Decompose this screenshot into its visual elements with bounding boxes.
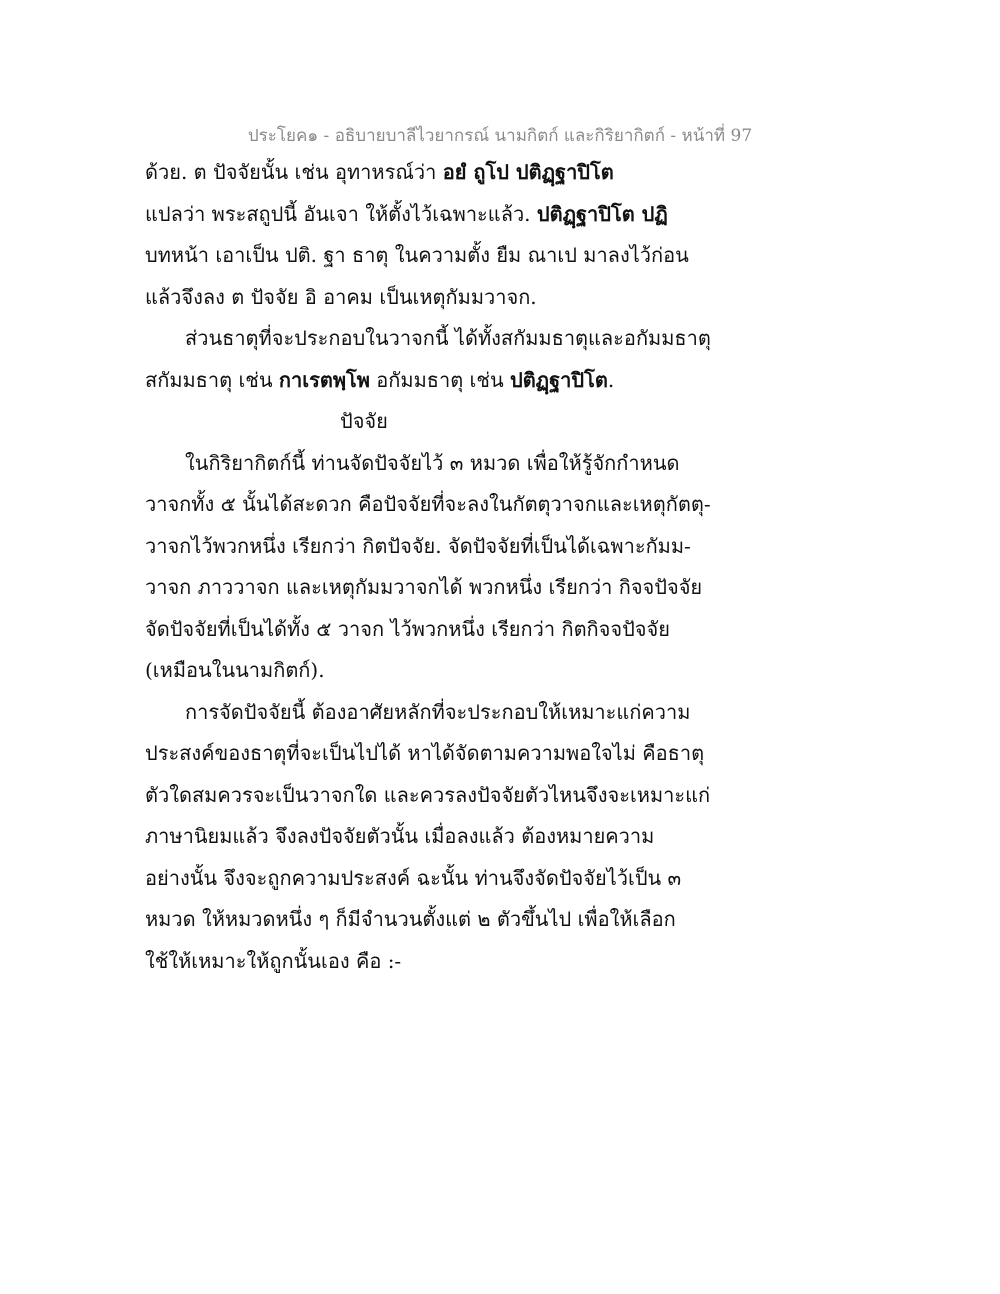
text-segment: อย่างนั้น จึงจะถูกความประสงค์ ฉะนั้น ท่านจึงจัดปัจจัยไว้เป็น ๓ [145, 865, 682, 890]
text-line [145, 484, 865, 526]
text-line [145, 526, 865, 568]
text-line [145, 194, 865, 236]
section-heading [145, 401, 865, 443]
text-segment: จัดปัจจัยที่เป็นได้ทั้ง ๕ วาจก ไว้พวกหนึ่ง เรียกว่า กิตกิจจปัจจัย [145, 616, 670, 641]
running-header: ประโยค๑ - อธิบายบาลีไวยากรณ์ นามกิตก์ และกิริยากิตก์ - หน้าที่ 97 [247, 126, 753, 146]
text-segment: ภาษานิยมแล้ว จึงลงปัจจัยตัวนั้น เมื่อลงแล้ว ต้องหมายความ [145, 824, 655, 848]
text-segment: ประสงค์ของธาตุที่จะเป็นไปได้ หาได้จัดตามความพอใจไม่ คือธาตุ [145, 741, 705, 765]
text-line [145, 899, 865, 941]
text-line [145, 152, 865, 194]
pali-term: ปติฏฺฐาปิโต [510, 367, 608, 392]
text-segment: แล้วจึงลง ต ปัจจัย อิ อาคม เป็นเหตุกัมมวาจก. [145, 284, 537, 309]
text-line [145, 567, 865, 609]
text-segment: . [607, 367, 615, 392]
text-line [145, 775, 865, 817]
text-line [145, 443, 865, 485]
text-line [145, 650, 865, 692]
text-line [145, 609, 865, 651]
text-segment: ตัวใดสมควรจะเป็นวาจกใด และควรลงปัจจัยตัวไหนจึงจะเหมาะแก่ [145, 782, 711, 807]
text-line [145, 816, 865, 858]
text-segment: ปัจจัย [340, 409, 388, 433]
text-segment: สกัมมธาตุ เช่น [145, 367, 279, 392]
pali-term: ปติฏฺฐาปิโต ปฏิ [536, 201, 668, 226]
text-segment: ในกิริยากิตก์นี้ ท่านจัดปัจจัยไว้ ๓ หมวด เพื่อให้รู้จักกำหนด [185, 450, 680, 475]
text-segment: ใช้ให้เหมาะให้ถูกนั้นเอง คือ :- [145, 948, 402, 973]
text-line [145, 277, 865, 319]
text-segment: วาจก ภาววาจก และเหตุกัมมวาจกได้ พวกหนึ่ง เรียกว่า กิจจปัจจัย [145, 575, 703, 599]
text-segment: วาจกไว้พวกหนึ่ง เรียกว่า กิตปัจจัย. จัดปัจจัยที่เป็นได้เฉพาะกัมม- [145, 533, 691, 558]
text-segment: แปลว่า พระสถูปนี้ อันเจา ให้ตั้งไว้เฉพาะแล้ว. [145, 201, 537, 226]
text-line [145, 941, 865, 983]
text-segment: วาจกทั้ง ๕ นั้นได้สะดวก คือปัจจัยที่จะลงในกัตตุวาจกและเหตุกัตตุ- [145, 492, 711, 516]
text-segment: ส่วนธาตุที่จะประกอบในวาจกนี้ ได้ทั้งสกัมมธาตุและอกัมมธาตุ [185, 326, 711, 350]
text-segment: (เหมือนในนามกิตก์). [145, 658, 325, 682]
text-segment: หมวด ให้หมวดหนึ่ง ๆ ก็มีจำนวนตั้งแต่ ๒ ตัวขึ้นไป เพื่อให้เลือก [145, 907, 676, 931]
text-segment: อกัมมธาตุ เช่น [369, 367, 510, 392]
text-line [145, 360, 865, 402]
text-line [145, 733, 865, 775]
pali-term: กาเรตพฺโพ [278, 367, 370, 392]
text-segment: บทหน้า เอาเป็น ปติ. ฐา ธาตุ ในความตั้ง ยืม ณาเป มาลงไว้ก่อน [145, 243, 689, 267]
body-text [145, 152, 865, 982]
text-segment: การจัดปัจจัยนี้ ต้องอาศัยหลักที่จะประกอบให้เหมาะแก่ความ [185, 699, 691, 724]
text-line [145, 858, 865, 900]
text-line [145, 692, 865, 734]
pali-term: อยํ ถูโป ปติฏฺฐาปิโต [442, 160, 614, 184]
text-line [145, 318, 865, 360]
text-line [145, 235, 865, 277]
text-segment: ด้วย. ต ปัจจัยนั้น เช่น อุทาหรณ์ว่า [145, 160, 443, 184]
